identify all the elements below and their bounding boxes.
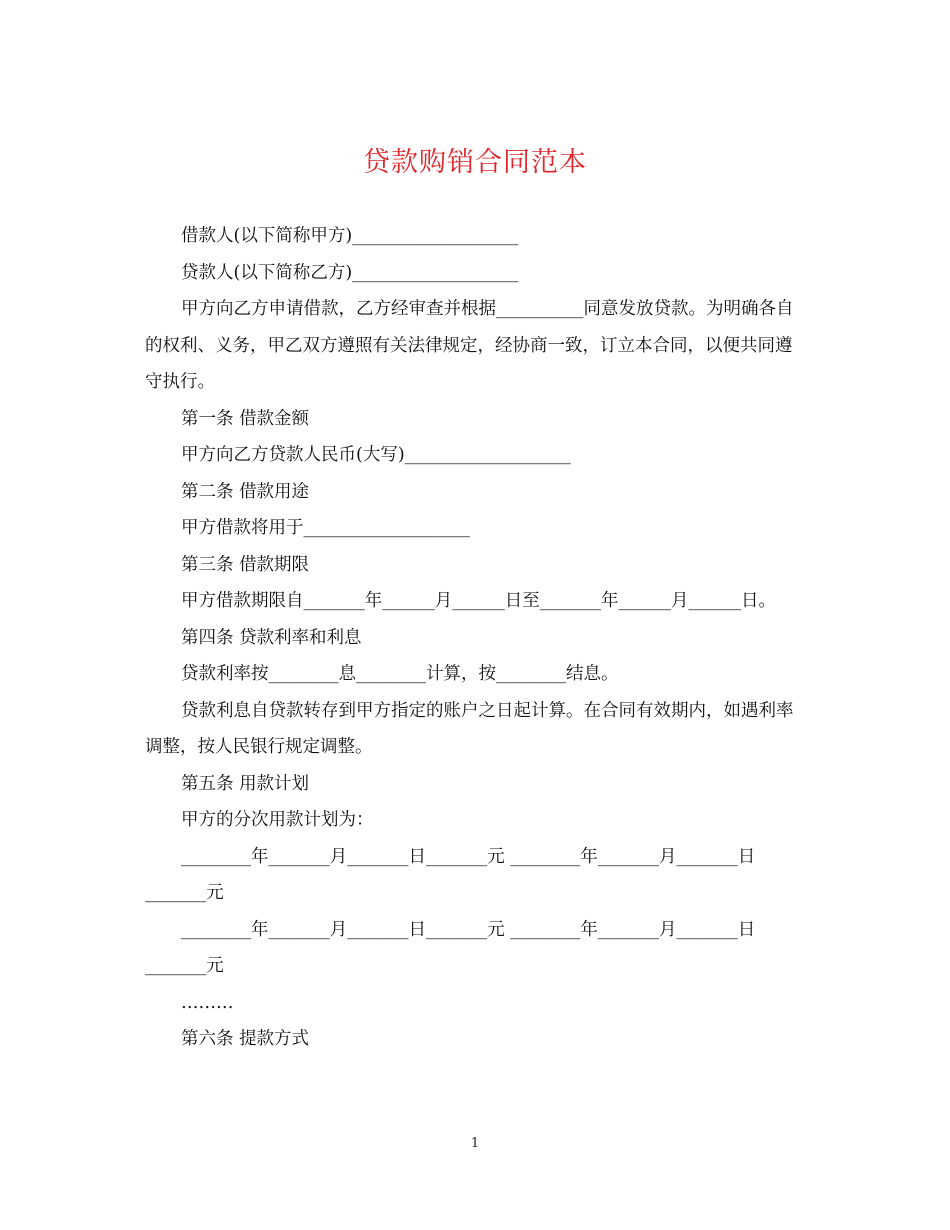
paragraph-loan-amount: 甲方向乙方贷款人民币(大写)___________________ <box>181 445 571 465</box>
article-2-heading: 第二条 借款用途 <box>181 481 310 502</box>
article-6-heading: 第六条 提款方式 <box>181 1029 310 1049</box>
article-1-heading: 第一条 借款金额 <box>181 408 310 429</box>
paragraph-loan-purpose: 甲方借款将用于___________________ <box>181 518 470 538</box>
paragraph-borrower: 借款人(以下简称甲方)___________________ <box>181 226 519 246</box>
paragraph-usage-plan-intro: 甲方的分次用款计划为： <box>181 810 374 830</box>
article-4-heading: 第四条 贷款利率和利息 <box>181 627 362 648</box>
paragraph-interest-rate: 贷款利率按________息________计算，按________结息。 <box>181 664 619 684</box>
paragraph-ellipsis: ……… <box>181 992 234 1013</box>
paragraph-usage-plan-row-2: ________年_______月_______日_______元 ________年_______月_______日_______元 <box>145 919 756 976</box>
document-title: 贷款购销合同范本 <box>363 147 587 178</box>
page-number: 1 <box>470 1136 480 1151</box>
paragraph-loan-term: 甲方借款期限自_______年______月______日至_______年______月______日。 <box>181 591 776 611</box>
paragraph-interest-calculation: 贷款利息自贷款转存到甲方指定的账户之日起计算。在合同有效期内，如遇利率调整，按人民银行规定调整。 <box>145 700 794 757</box>
paragraph-usage-plan-row-1: ________年_______月_______日_______元 ________年_______月_______日_______元 <box>145 846 756 903</box>
article-3-heading: 第三条 借款期限 <box>181 554 310 575</box>
paragraph-lender: 贷款人(以下简称乙方)___________________ <box>181 262 519 283</box>
paragraph-preamble: 甲方向乙方申请借款，乙方经审查并根据__________同意发放贷款。为明确各自的权利、义务，甲乙双方遵照有关法律规定，经协商一致，订立本合同，以便共同遵守执行。 <box>145 299 794 392</box>
document-body <box>145 218 800 1058</box>
article-5-heading: 第五条 用款计划 <box>181 773 310 794</box>
